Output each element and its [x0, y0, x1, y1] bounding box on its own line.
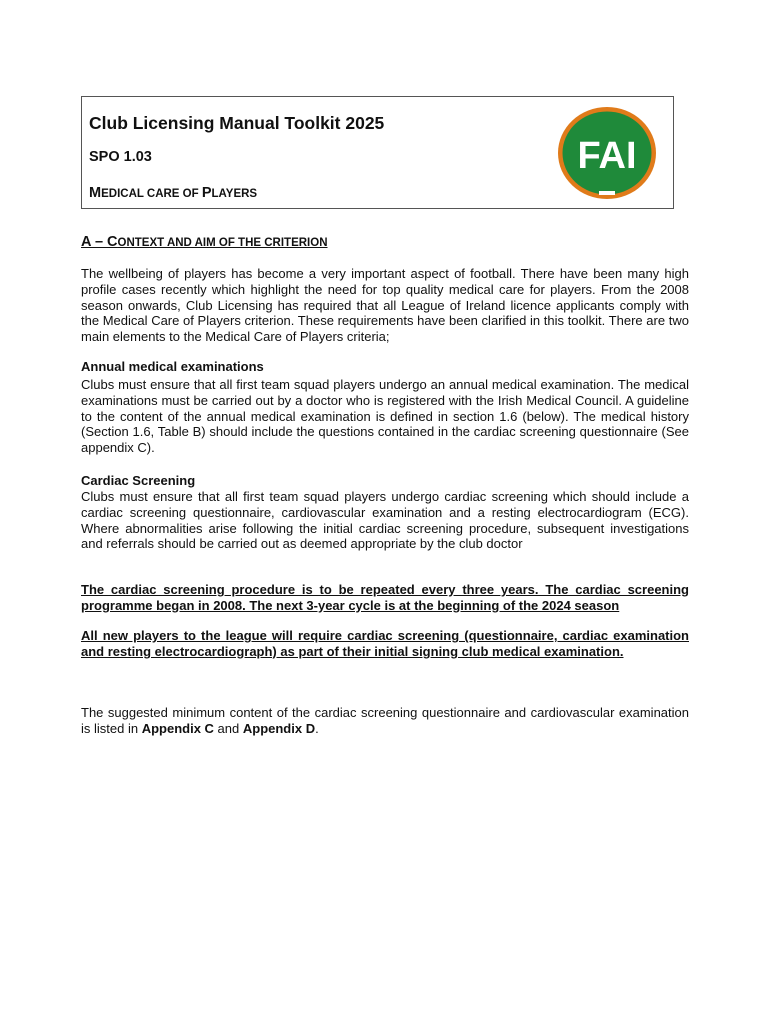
heading-part: A – C	[81, 234, 118, 250]
appendix-d-ref: Appendix D	[242, 720, 316, 736]
heading-part: ONTEXT AND AIM OF THE CRITERION	[117, 237, 328, 249]
subtitle-part: P	[201, 185, 212, 201]
suggested-content-paragraph	[81, 705, 689, 737]
annual-exam-heading: Annual medical examinations	[81, 359, 264, 374]
intro-paragraph: The wellbeing of players has become a very important aspect of football. There have been many high profile cases recently which highlight the need for top quality medical care for players. From the 2008 season onwards, Club Licensing has required that all League of Ireland licence applicants comply with the Medical Care of Players criterion. These requirements have been clarified in this toolkit. There are two main elements to the Medical Care of Players criteria;	[81, 266, 689, 345]
logo-bar	[599, 191, 615, 195]
and-text: and	[213, 720, 243, 736]
subtitle-part: LAYERS	[211, 188, 258, 200]
cardiac-screening-paragraph: Clubs must ensure that all first team squad players undergo cardiac screening which should include a cardiac screening questionnaire, cardiovascular examination and a resting electrocardiogram (ECG). Where abnormalities arise following the initial cardiac screening procedure, subsequent investigations and referrals should be carried out as deemed appropriate by the club doctor	[81, 489, 689, 552]
repeat-notice: The cardiac screening procedure is to be repeated every three years. The cardiac screening programme began in 2008. The next 3-year cycle is at the beginning of the 2024 season	[81, 582, 689, 613]
new-players-notice: All new players to the league will require cardiac screening (questionnaire, cardiac examination and resting electrocardiograph) as part of their initial signing club medical examination.	[81, 628, 689, 659]
document-title: Club Licensing Manual Toolkit 2025	[89, 113, 385, 133]
document-subtitle	[89, 185, 257, 201]
document-code: SPO 1.03	[89, 149, 152, 165]
logo-text: FAI	[577, 135, 637, 177]
header-box	[81, 96, 674, 209]
subtitle-part: EDICAL CARE OF	[101, 188, 202, 200]
final-period: .	[315, 720, 319, 736]
annual-exam-paragraph: Clubs must ensure that all first team squad players undergo an annual medical examination. The medical examinations must be carried out by a doctor who is registered with the Irish Medical Council. A guideline to the content of the annual medical examination is defined in section 1.6 (below). The medical history (Section 1.6, Table B) should include the questions contained in the cardiac screening questionnaire (See appendix C).	[81, 377, 689, 456]
subtitle-part: M	[89, 185, 102, 201]
suggested-text: The suggested minimum content of the cardiac screening questionnaire and cardiovascular examination is listed in	[81, 705, 689, 736]
cardiac-screening-heading: Cardiac Screening	[81, 473, 196, 488]
section-heading	[81, 234, 328, 250]
fai-logo	[556, 105, 658, 201]
appendix-c-ref: Appendix C	[141, 720, 214, 736]
